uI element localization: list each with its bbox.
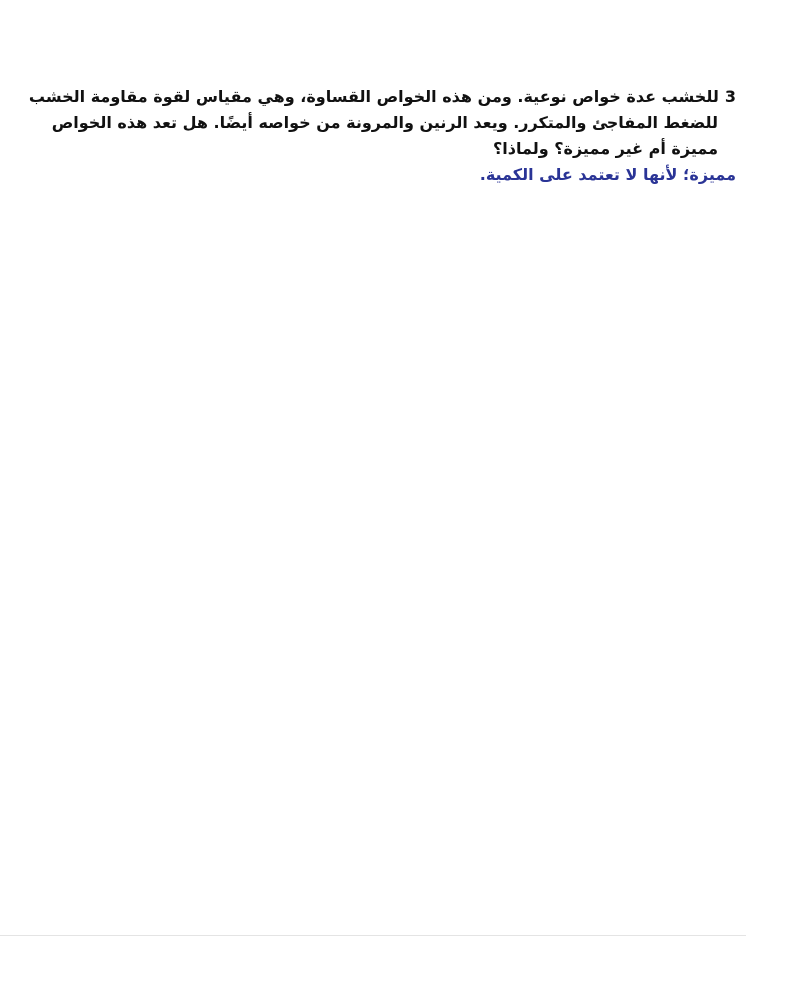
question-number: 3 [724, 87, 736, 106]
question-line-3: مميزة أم غير مميزة؟ ولماذا؟ [493, 139, 718, 158]
question-text-line-1: للخشب عدة خواص نوعية. ومن هذه الخواص القساوة، وهي مقياس لقوة مقاومة الخشب [28, 87, 719, 106]
question-line-2: للضغط المفاجئ والمتكرر. ويعد الرنين والمرونة من خواصه أيضًا. هل تعد هذه الخواص [51, 113, 718, 132]
answer-text: مميزة؛ لأنها لا تعتمد على الكمية. [479, 165, 736, 184]
page-divider [0, 935, 746, 936]
question-block [28, 84, 736, 188]
question-line-1 [28, 84, 736, 110]
